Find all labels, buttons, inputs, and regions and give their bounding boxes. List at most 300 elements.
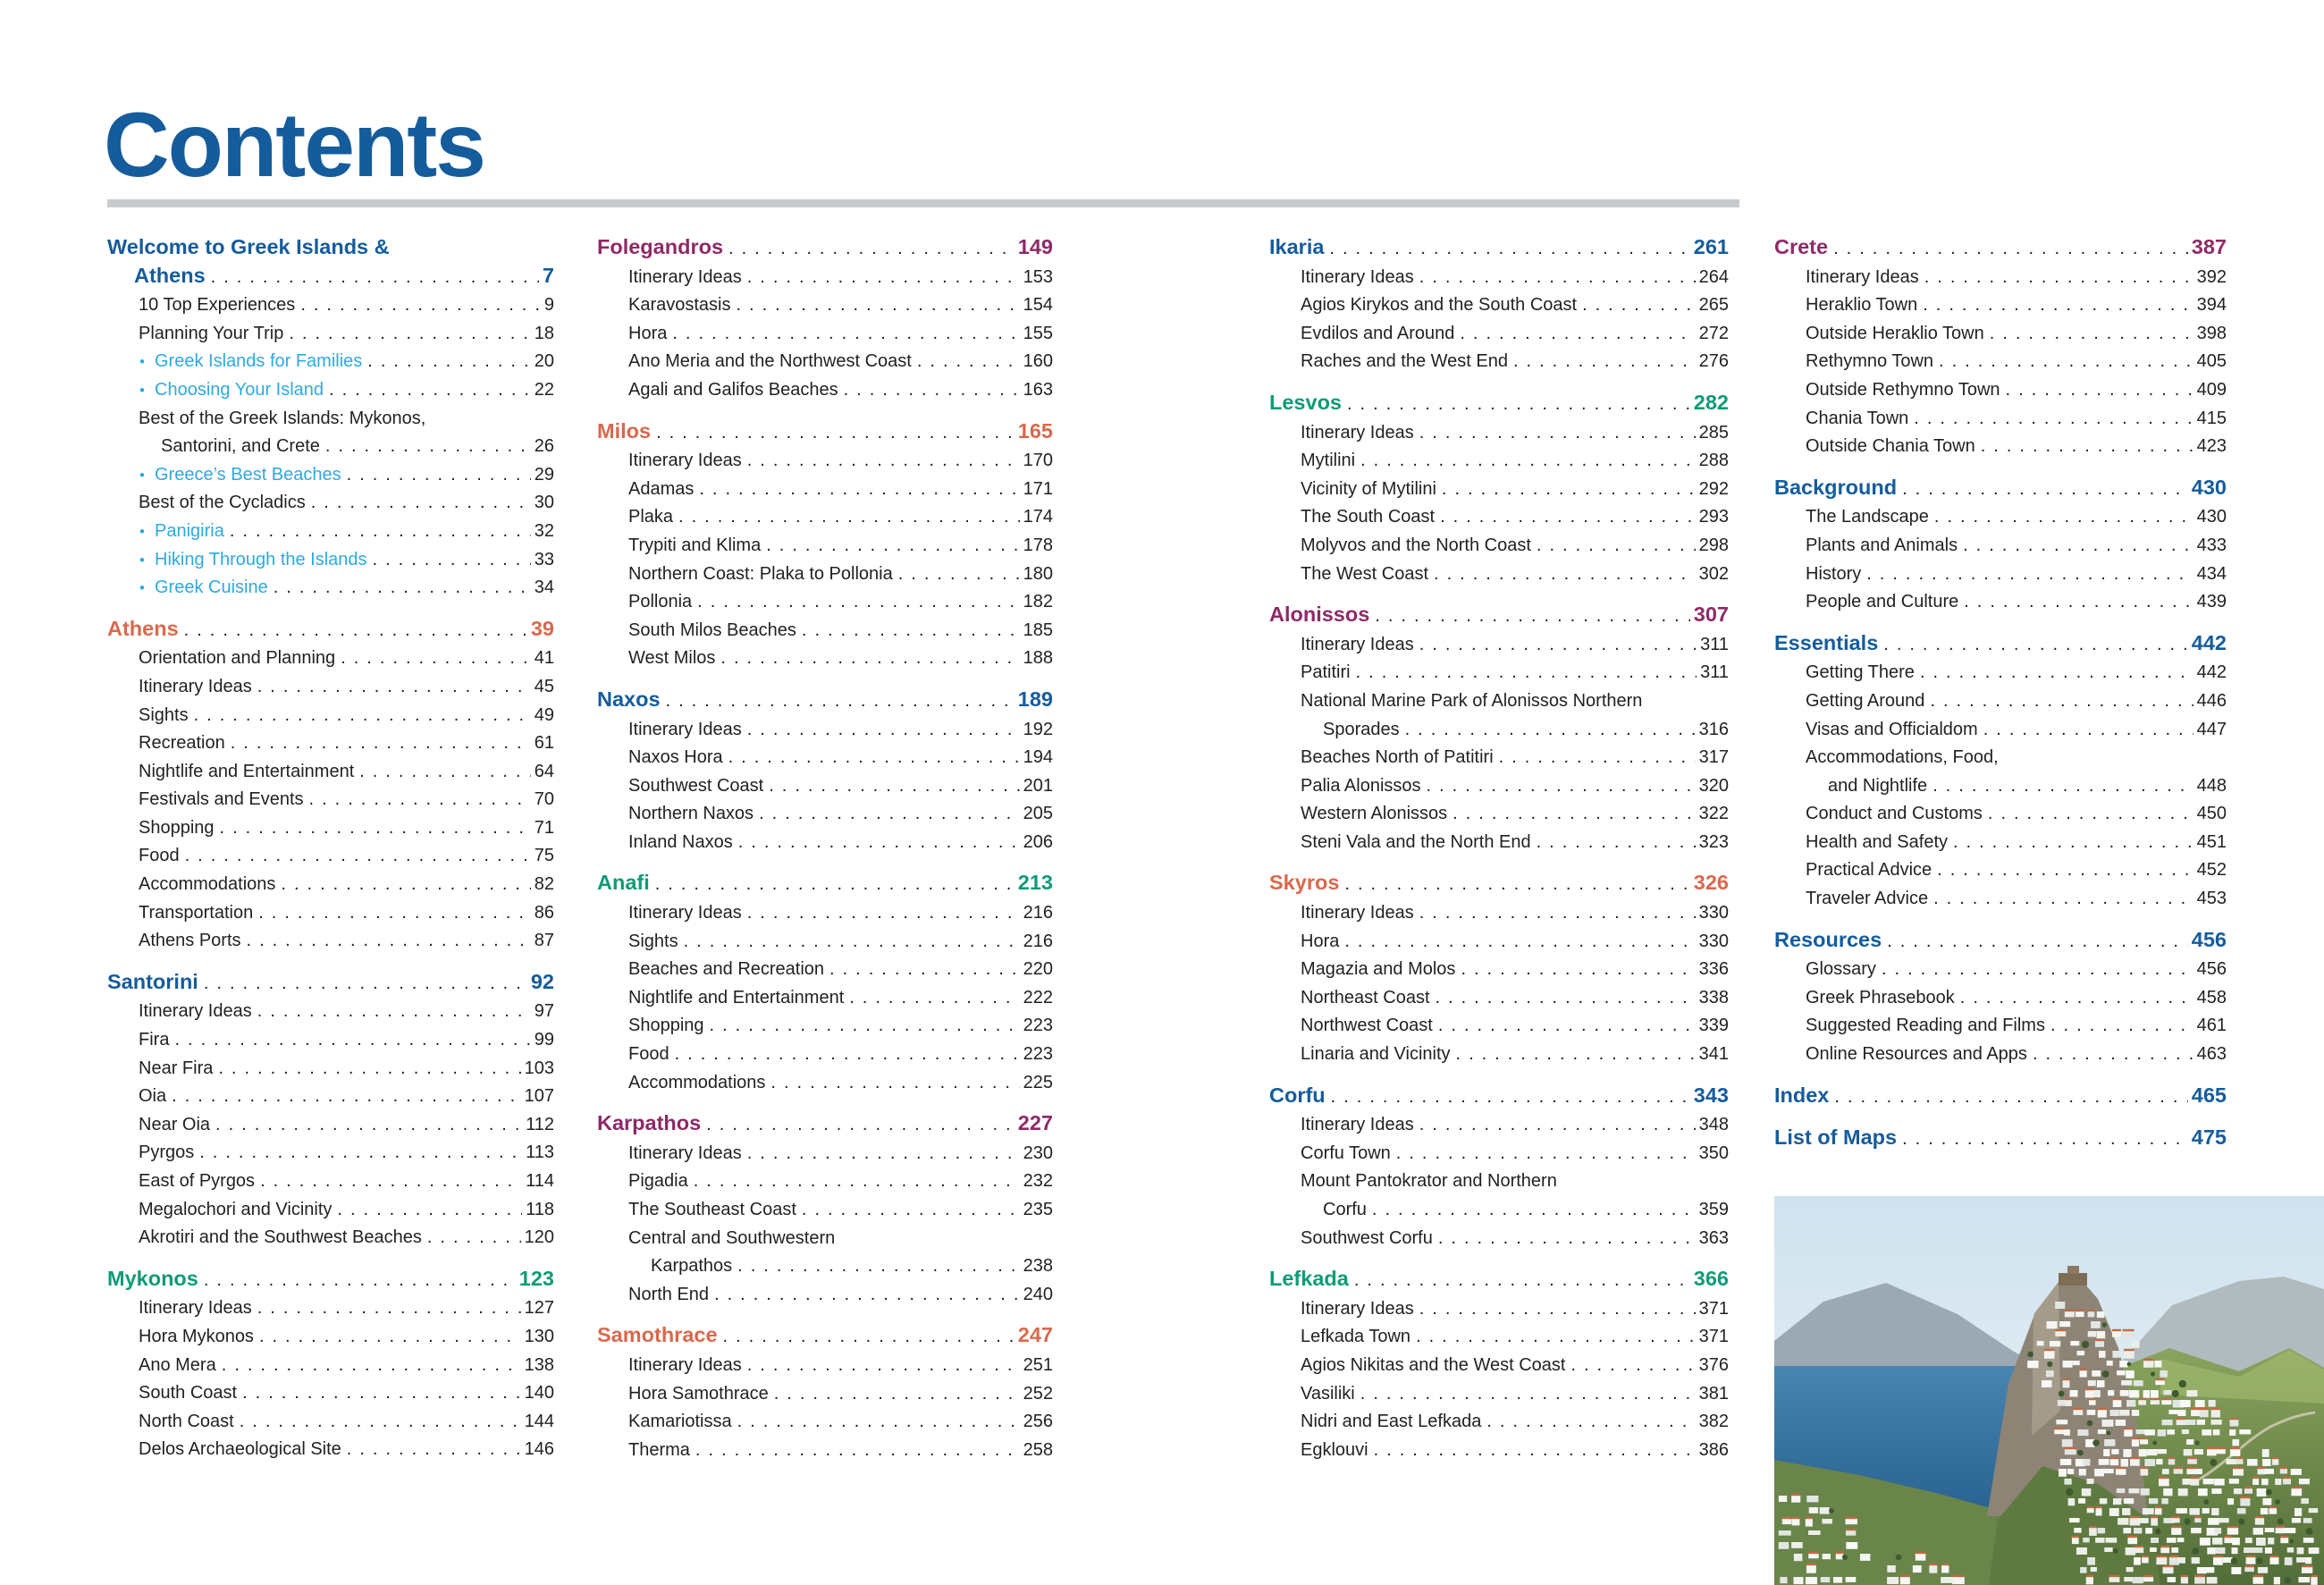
section-page: 456 [2191,927,2227,951]
entry-label: Egklouvi [1301,1439,1368,1460]
dot-leader [257,998,531,1026]
entry-page: 103 [524,1058,554,1078]
toc-entry [1774,291,2227,320]
toc-entry [107,1168,554,1196]
entry-label: Recreation [139,733,225,754]
toc-entry [1774,956,2227,984]
dot-leader [257,1294,521,1323]
entry-page: 140 [524,1383,554,1404]
toc-entry [1774,829,2227,857]
toc-entry [1269,1111,1729,1140]
toc-entry [597,588,1053,617]
dot-leader [1887,928,2188,957]
entry-page: 461 [2196,1016,2227,1036]
entry-label: Nightlife and Entertainment [628,987,845,1007]
entry-label: Northeast Coast [1301,987,1430,1007]
dot-leader [218,1055,520,1083]
toc-entry [597,772,1053,801]
dot-leader [194,702,531,730]
dot-leader [1939,348,2193,376]
section-title: Milos [597,418,652,443]
entry-label: Therma [628,1439,690,1460]
entry-label: 10 Top Experiences [139,295,296,316]
toc-entry [107,546,554,575]
entry-page: 120 [524,1227,554,1248]
entry-page: 439 [2196,592,2227,612]
entry-page: 302 [1698,563,1729,584]
toc-section-corfu [1269,1082,1729,1253]
entry-label: Southwest Corfu [1301,1227,1433,1248]
toc-entry [1774,1041,2227,1069]
entry-label: Itinerary Ideas [1301,266,1414,287]
entry-page: 163 [1023,379,1053,400]
dot-leader [1416,1323,1696,1352]
toc-column-4 [1774,233,2227,1154]
toc-section-background [1774,474,2227,617]
toc-section-ikaria [1269,233,1729,376]
entry-page: 442 [2196,662,2227,683]
toc-entry [1269,899,1729,928]
toc-entry [1269,1140,1729,1168]
toc-entry [107,998,554,1026]
entry-page: 34 [534,578,554,598]
entry-page: 61 [534,733,554,754]
toc-section-lefkada [1269,1265,1729,1464]
dot-leader [2006,376,2193,405]
entry-page: 392 [2196,266,2227,287]
toc-entry [1269,264,1729,292]
toc-entry [107,1055,554,1083]
entry-page: 376 [1698,1354,1729,1375]
toc-entry [107,842,554,871]
entry-page: 86 [534,902,554,923]
section-title: Folegandros [597,235,724,258]
toc-entry [1774,405,2227,434]
entry-label: The South Coast [1301,507,1436,527]
toc-entry [597,1012,1053,1041]
dot-leader [829,956,1020,984]
entry-page: 323 [1698,831,1729,852]
toc-entry [107,1379,554,1408]
toc-entry [1269,532,1729,561]
entry-label: South Milos Beaches [628,620,796,640]
entry-page: 223 [1023,1044,1053,1065]
entry-label: Nidri and East Lefkada [1301,1412,1482,1432]
entry-page: 71 [534,817,554,838]
dot-leader [1486,1408,1695,1437]
dot-leader [427,1224,521,1252]
toc-entry [107,489,554,518]
dot-leader [1499,744,1696,772]
dot-leader [309,786,531,814]
toc-entry [1774,503,2227,532]
toc-entry [1269,956,1729,984]
section-page: 39 [530,616,554,640]
dot-leader [185,842,531,871]
toc-entry [597,376,1053,405]
dot-leader [802,617,1020,645]
entry-page: 371 [1698,1298,1729,1319]
toc-entry [1774,264,2227,292]
entry-page: 363 [1698,1227,1729,1248]
entry-label: Patitiri [1301,662,1351,683]
toc-section-header [107,615,554,645]
dot-leader [172,1083,521,1111]
dot-leader [289,320,530,349]
entry-label: Glossary [1806,959,1876,980]
toc-entry [1774,885,2227,914]
section-title-continued: Athens [134,263,206,287]
entry-page: 188 [1023,648,1053,669]
toc-section-header [1269,601,1729,631]
entry-label: Outside Rethymno Town [1806,379,2000,400]
entry-label: Kamariotissa [628,1412,732,1432]
entry-label: Festivals and Events [139,789,304,810]
entry-label: Western Alonissos [1301,804,1448,824]
entry-label: Agali and Galifos Beaches [628,379,838,400]
entry-page: 348 [1698,1115,1729,1135]
entry-page: 371 [1698,1327,1729,1347]
toc-entry [597,447,1053,476]
dot-leader [1405,716,1696,745]
entry-label: Sights [139,704,189,725]
toc-section-naxos [597,686,1053,857]
entry-label: Pigadia [628,1171,688,1192]
toc-section-lesvos [1269,389,1729,588]
entry-label: Nightlife and Entertainment [139,761,355,781]
section-page: 442 [2191,630,2227,654]
dot-leader [684,928,1020,957]
entry-page: 29 [534,464,554,485]
section-page: 282 [1693,390,1729,414]
toc-entry [597,1168,1053,1196]
entry-page: 292 [1698,478,1729,499]
entry-label: South Coast [139,1383,238,1404]
dot-leader [1344,871,1689,899]
dot-leader [697,588,1019,617]
entry-label: Hora Samothrace [628,1383,769,1404]
toc-entry [107,814,554,843]
toc-entry [597,320,1053,349]
dot-leader [1866,561,2193,589]
section-title: Resources [1774,927,1882,951]
toc-section-header [107,1265,554,1295]
entry-page: 238 [1023,1256,1053,1277]
toc-entry [107,320,554,349]
dot-leader [1833,235,2188,264]
toc-entry [107,786,554,814]
toc-entry [1269,1437,1729,1465]
toc-section-milos [597,417,1053,673]
entry-label-continued: Santorini, and Crete [161,436,320,457]
toc-entry [1269,348,1729,376]
dot-leader [337,1196,522,1225]
toc-entry [597,928,1053,957]
toc-section-karpathos [597,1109,1053,1309]
entry-label: Beaches North of Patitiri [1301,747,1494,768]
dot-leader [1427,772,1696,801]
entry-label: History [1806,563,1862,584]
toc-entry [1774,433,2227,461]
entry-label-continued: Corfu [1323,1200,1367,1219]
entry-label: Itinerary Ideas [628,903,742,923]
entry-page: 330 [1698,903,1729,923]
section-page: 149 [1017,235,1053,258]
entry-label: Palia Alonissos [1301,775,1421,796]
toc-section-header [1269,1082,1729,1112]
toc-entry [597,956,1053,984]
toc-entry [597,476,1053,504]
toc-entry [1269,561,1729,589]
toc-entry [1269,928,1729,957]
toc-entry [597,1041,1053,1069]
entry-label: Pollonia [628,592,693,612]
entry-label: Ano Meria and the Northwest Coast [628,351,912,372]
entry-page: 338 [1698,987,1729,1007]
entry-page: 235 [1023,1200,1053,1219]
section-page: 307 [1693,603,1729,627]
entry-page: 458 [2196,987,2227,1007]
toc-entry [107,645,554,673]
dot-leader [1452,800,1695,829]
entry-label: Evdilos and Around [1301,323,1455,343]
entry-label-continued: Karpathos [651,1256,733,1277]
entry-page: 174 [1023,507,1053,527]
hillside-village-photo [1774,1196,2324,1585]
entry-page: 194 [1023,747,1053,768]
dot-leader [260,1168,522,1196]
entry-label: Shopping [139,817,215,838]
entry-page: 153 [1023,266,1053,287]
entry-page: 33 [534,549,554,569]
toc-section-athens [107,615,554,956]
dot-leader [747,716,1020,745]
entry-page: 155 [1023,323,1053,343]
dot-leader [766,532,1019,561]
dot-leader [311,489,531,518]
section-page: 189 [1017,687,1053,711]
dot-leader [1930,687,2193,716]
dot-leader [1438,1012,1696,1041]
section-title: Ikaria [1269,235,1325,258]
entry-label: Pyrgos [139,1142,195,1163]
dot-leader [728,235,1015,264]
entry-label: Orientation and Planning [139,648,336,669]
entry-page: 20 [534,351,554,372]
dot-leader [1988,800,2193,829]
toc-section-samothrace [597,1321,1053,1464]
entry-label: The West Coast [1301,563,1429,584]
entry-label: Plants and Animals [1806,535,1958,555]
dot-leader [1372,1196,1696,1225]
entry-page: 264 [1698,266,1729,287]
dot-leader [672,320,1019,349]
toc-entry [597,617,1053,645]
section-title: Background [1774,475,1898,499]
toc-entry [1774,588,2227,617]
entry-page: 127 [524,1298,554,1319]
dot-leader [1360,1380,1696,1409]
dot-leader [747,1140,1020,1168]
toc-section-header [107,233,554,262]
toc-section-header [1269,869,1729,899]
section-title: Mykonos [107,1266,198,1290]
entry-label-continued: and Nightlife [1828,775,1928,796]
entry-page: 258 [1023,1439,1053,1460]
dot-leader [728,744,1020,772]
entry-label: Rethymno Town [1806,351,1934,372]
dot-leader [1456,1041,1696,1069]
entry-page: 223 [1023,1016,1053,1036]
dot-leader [211,264,539,292]
section-title: Corfu [1269,1083,1326,1107]
toc-section-header [1774,233,2227,264]
toc-section-header [1269,233,1729,264]
section-title: Santorini [107,969,198,993]
dot-leader [802,1196,1020,1225]
entry-page: 350 [1698,1142,1729,1163]
entry-page: 409 [2196,379,2227,400]
entry-label: Food [628,1044,669,1065]
dot-leader [231,729,531,758]
entry-label: Plaka [628,507,674,527]
toc-section-header [1774,474,2227,504]
entry-label: Lefkada Town [1301,1327,1411,1347]
entry-page: 30 [534,493,554,513]
entry-page: 170 [1023,451,1053,471]
toc-entry [597,532,1053,561]
toc-section-folegandros [597,233,1053,405]
entry-label: Northwest Coast [1301,1016,1433,1036]
section-title: List of Maps [1774,1126,1898,1150]
entry-label: Itinerary Ideas [628,1142,742,1163]
toc-entry [107,1408,554,1437]
dot-leader [174,1026,530,1055]
dot-leader [1434,561,1696,589]
entry-label: The Landscape [1806,507,1929,527]
toc-section-crete [1774,233,2227,461]
toc-entry [1269,476,1729,504]
entry-page: 41 [534,648,554,669]
dot-leader [274,574,531,603]
section-title: Essentials [1774,630,1879,654]
bullet-icon: • [139,381,145,399]
entry-page: 180 [1023,563,1053,584]
entry-page: 225 [1023,1072,1053,1092]
entry-page: 285 [1698,422,1729,443]
dot-leader [1960,984,2193,1013]
entry-page: 222 [1023,987,1053,1007]
dot-leader [1344,928,1695,957]
toc-entry [597,800,1053,829]
entry-label: Agios Nikitas and the West Coast [1301,1354,1566,1375]
dot-leader [257,673,531,702]
dot-leader [259,1323,521,1352]
dot-leader [695,1437,1020,1465]
dot-leader [723,1323,1015,1352]
entry-label: Karavostasis [628,295,731,316]
dot-leader [1537,532,1696,561]
entry-label: Megalochori and Vicinity [139,1199,333,1219]
entry-label: Accommodations [628,1072,766,1092]
dot-leader [1438,1225,1696,1253]
entry-label: Hiking Through the Islands [155,549,367,569]
toc-entry [597,1281,1053,1310]
toc-entry [597,1069,1053,1098]
entry-page: 9 [543,295,554,316]
entry-page: 205 [1023,804,1053,824]
entry-label: Greece’s Best Beaches [155,464,341,485]
entry-label: Practical Advice [1806,860,1932,881]
section-title: Athens [107,616,179,640]
toc-entry [107,461,554,490]
toc-section-header [1269,389,1729,419]
section-title: Lesvos [1269,390,1342,414]
entry-page: 64 [534,761,554,781]
entry-label: Fira [139,1030,170,1050]
entry-label: Greek Cuisine [155,578,268,598]
entry-page: 405 [2196,351,2227,372]
section-page: 343 [1693,1083,1729,1107]
toc-entry [107,1083,554,1111]
dot-leader [1436,984,1696,1013]
entry-label: Near Fira [139,1058,214,1078]
entry-label: Hora [1301,931,1340,951]
dot-leader [1902,476,2188,504]
section-title: Alonissos [1269,603,1370,627]
entry-label: Oia [139,1086,167,1107]
toc-entry [1774,800,2227,829]
section-title: Welcome to Greek Islands & [107,235,390,258]
section-page: 366 [1693,1267,1729,1291]
toc-entry [1774,744,2227,772]
dot-leader [1329,235,1689,264]
entry-page: 251 [1023,1354,1053,1375]
toc-entry [107,673,554,702]
toc-entry [107,871,554,899]
entry-label: Corfu Town [1301,1142,1391,1163]
entry-label: Best of the Greek Islands: Mykonos, [139,408,426,428]
entry-label: Delos Archaeological Site [139,1439,341,1460]
entry-page: 446 [2196,690,2227,711]
toc-entry [597,561,1053,589]
section-title: Skyros [1269,871,1340,895]
toc-column-2 [597,233,1053,1464]
section-title: Naxos [597,687,661,711]
toc-entry [1774,532,2227,561]
entry-page: 182 [1023,592,1053,612]
entry-label: Accommodations, Food, [1806,747,1999,768]
entry-label: Steni Vala and the North End [1301,831,1531,852]
entry-label: Itinerary Ideas [628,719,742,739]
dot-leader [1934,503,2193,532]
entry-page: 423 [2196,436,2227,457]
entry-page: 456 [2196,959,2227,980]
entry-page: 311 [1700,662,1729,683]
dot-leader [770,1069,1019,1098]
entry-page: 434 [2196,563,2227,584]
dot-leader [240,1408,521,1437]
entry-label: Itinerary Ideas [628,451,742,471]
entry-label: Itinerary Ideas [1301,1115,1414,1135]
entry-page: 447 [2196,719,2227,739]
entry-page: 112 [526,1114,554,1134]
toc-entry-continued [107,433,554,461]
toc-entry [597,291,1053,320]
entry-page: 160 [1023,351,1053,372]
toc-entry [107,729,554,758]
section-title: Samothrace [597,1323,718,1347]
